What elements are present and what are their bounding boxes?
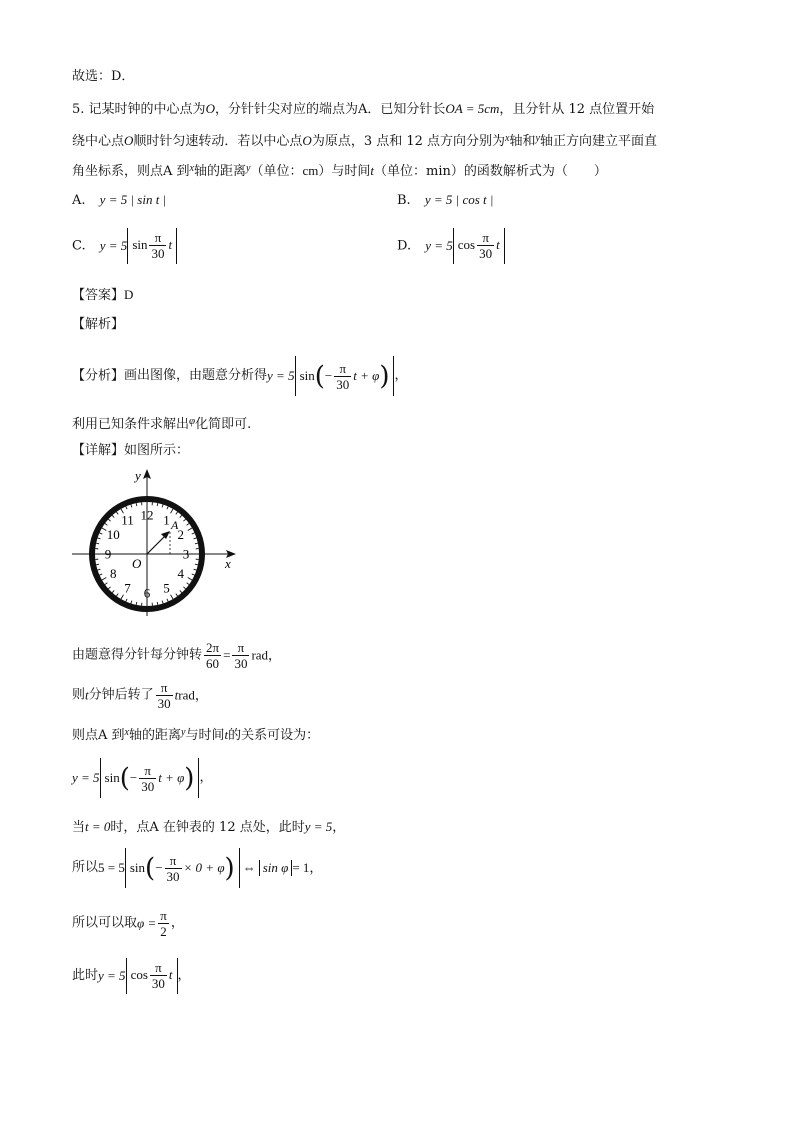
fx-text: 画出图像，由题意分析得 xyxy=(124,368,268,383)
s5-abs2 xyxy=(259,860,293,876)
s3-a: 则点A 到 xyxy=(72,728,125,743)
q1-text-a: 记某时钟的中心点为 xyxy=(88,102,206,117)
clock-tick xyxy=(180,590,182,592)
s5-f: = 1， xyxy=(292,860,323,875)
s7-c: ， xyxy=(177,968,191,983)
clock-tick xyxy=(162,601,163,604)
s3-d: 的关系可设为： xyxy=(228,728,320,743)
oa-length: OA = 5cm xyxy=(445,101,500,116)
point-a-label: A xyxy=(171,518,179,532)
clock-tick xyxy=(171,595,174,599)
unit-cm: cm xyxy=(302,163,319,178)
clock-tick xyxy=(136,503,137,506)
s7-a: 此时 xyxy=(72,968,99,983)
clock-tick xyxy=(99,533,102,534)
thirty: 30 xyxy=(479,246,493,261)
cos: cos xyxy=(130,967,148,982)
option-a-expr: y = 5 | sin t | xyxy=(99,192,167,207)
clock-tick xyxy=(96,543,99,544)
var-x: x xyxy=(124,727,129,738)
option-d-abs xyxy=(453,228,505,264)
previous-answer-line: 故选：D． xyxy=(72,69,135,84)
clock-tick xyxy=(187,523,189,525)
clock-tick xyxy=(136,602,137,605)
t-plus-phi: t + φ xyxy=(353,368,380,383)
step-3 xyxy=(72,724,319,745)
clock-tick xyxy=(157,602,158,605)
var-t: t xyxy=(370,163,374,178)
y-five: y = 5 xyxy=(304,819,333,834)
eq-abs: sin(− $\frac{\pi}{30}$ t + φ) xyxy=(100,758,200,798)
var-x: x xyxy=(505,133,510,144)
option-c-prefix: y = 5 xyxy=(99,238,128,253)
clock-tick xyxy=(112,515,114,517)
clock-number: 3 xyxy=(182,546,190,562)
pi: π xyxy=(149,230,166,246)
thirty: 30 xyxy=(336,377,350,392)
clock-tick xyxy=(112,590,114,592)
s5-b: 5 = 5 xyxy=(98,860,125,875)
option-c-fn: sin xyxy=(132,237,148,252)
step-2 xyxy=(72,680,208,711)
clock-tick xyxy=(176,594,178,596)
var-y: y xyxy=(246,163,251,174)
pi: π xyxy=(139,763,156,779)
pi: π xyxy=(232,640,249,656)
solve-line xyxy=(72,412,251,434)
thirty: 30 xyxy=(234,656,248,671)
thirty: 30 xyxy=(166,869,180,884)
minute-hand-arrow xyxy=(161,531,170,539)
clock-tick xyxy=(102,578,106,581)
q3-text-b: 轴的距离 xyxy=(193,164,246,179)
clock-tick xyxy=(187,583,189,585)
sin: sin xyxy=(129,860,146,875)
pi: π xyxy=(156,680,173,696)
step-1: 由题意得分针每分钟转 $\frac{2\pi}{60}$ = $\frac{\pi}{30}$ rad， xyxy=(72,640,282,671)
clock-number: 6 xyxy=(143,585,151,601)
sixty: 60 xyxy=(206,656,220,671)
detail-text: 如图所示： xyxy=(124,443,190,458)
clock-number: 4 xyxy=(177,566,185,581)
var-t: t xyxy=(496,237,500,252)
clock-tick xyxy=(180,515,182,517)
eq-y5: y = 5 xyxy=(267,368,295,383)
s6-a: 所以可以取 xyxy=(72,915,138,931)
phi: φ xyxy=(189,415,196,427)
answer-tag: 【答案】 xyxy=(72,288,125,303)
left-paren: ( xyxy=(314,361,325,392)
option-d-prefix: y = 5 xyxy=(425,238,453,253)
clock-tick xyxy=(126,506,127,509)
minus: − xyxy=(129,770,138,785)
clock-tick xyxy=(116,594,118,596)
clock-tick xyxy=(162,505,163,508)
comma: ， xyxy=(170,915,184,931)
sin: sin xyxy=(104,770,120,785)
comma: ， xyxy=(199,770,213,785)
var-t: t xyxy=(224,727,229,742)
clock-number: 7 xyxy=(124,580,131,596)
question-number: 5. xyxy=(72,102,85,117)
thirty: 30 xyxy=(141,779,155,794)
pi: π xyxy=(160,908,167,923)
q3-text-a: 角坐标系，则点A 到 xyxy=(72,164,190,179)
clock-tick xyxy=(167,506,168,509)
clock-figure xyxy=(70,466,242,618)
fx-tag: 【分析】 xyxy=(72,368,125,384)
clock-tick xyxy=(131,601,132,604)
var-o: O xyxy=(205,101,215,116)
solve-text: 利用已知条件求解出 xyxy=(72,417,190,432)
clock-number: 1 xyxy=(163,512,170,528)
clock-number: 5 xyxy=(163,580,170,596)
option-c xyxy=(72,228,177,264)
right-paren: ) xyxy=(379,361,390,392)
clock-tick xyxy=(105,583,107,585)
step-4 xyxy=(72,818,345,837)
step-6 xyxy=(72,908,184,939)
q3-text-d: ）与时间 xyxy=(318,164,371,179)
var-x: x xyxy=(189,163,194,174)
var-y: y xyxy=(535,133,540,144)
q1-text-b: ，分针针尖对应的端点为A．已知分针长 xyxy=(214,102,446,117)
detail-line xyxy=(72,442,189,460)
iff-symbol: ⇔ xyxy=(242,860,256,875)
two-pi: 2π xyxy=(206,640,220,655)
s4-a: 当 xyxy=(72,820,86,835)
detail-tag: 【详解】 xyxy=(72,443,125,458)
var-o: O xyxy=(302,133,312,148)
option-b-label: B. xyxy=(397,193,411,208)
s2-a: 则 xyxy=(72,687,86,703)
clock-tick xyxy=(98,538,101,539)
fx-tail: ， xyxy=(394,368,408,383)
var-o: O xyxy=(124,133,134,148)
var-t: t xyxy=(168,967,173,982)
two: 2 xyxy=(160,924,167,939)
solve-tail: 化简即可. xyxy=(195,417,252,432)
x-axis-label: x xyxy=(225,556,231,571)
clock-tick xyxy=(96,564,99,565)
clock-tick xyxy=(167,599,168,602)
clock-tick xyxy=(195,543,198,544)
q3-text-c: （单位： xyxy=(250,164,303,179)
clock-tick xyxy=(176,512,178,514)
q2-text-e: 轴正方向建立平面直 xyxy=(539,134,657,149)
step-7 xyxy=(72,958,191,994)
t-plus-phi: t + φ xyxy=(158,770,185,785)
var-t: t xyxy=(168,237,173,252)
answer-value: D xyxy=(124,287,134,302)
option-c-abs xyxy=(127,228,177,264)
clock-tick xyxy=(194,538,197,539)
q1-text-c: ，且分针从 12 点位置开始 xyxy=(499,102,655,117)
s5-a: 所以 xyxy=(72,860,99,875)
s2-unit: rad， xyxy=(178,687,208,703)
clock-tick xyxy=(192,533,195,534)
thirty: 30 xyxy=(151,246,165,261)
clock-tick xyxy=(171,509,174,513)
analysis-tag: 【解析】 xyxy=(72,317,125,332)
option-d-fn: cos xyxy=(457,237,476,252)
s4-b: 时，点A 在钟表的 12 点处，此时 xyxy=(110,820,305,835)
pi: π xyxy=(150,960,167,976)
clock-tick xyxy=(183,519,185,521)
q2-text-c: 为原点，3 点和 12 点方向分别为 xyxy=(311,134,506,149)
clock-tick xyxy=(183,587,185,589)
s6-b: φ = xyxy=(137,915,157,931)
clock-tick xyxy=(116,512,118,514)
pi: π xyxy=(334,361,351,377)
option-d-label: D. xyxy=(397,238,412,254)
origin-label: O xyxy=(132,556,142,571)
s7-b: y = 5 xyxy=(98,968,126,983)
eq-y5: y = 5 xyxy=(72,770,100,785)
s7-abs xyxy=(126,958,178,994)
s5-abs: sin(− $\frac{\pi}{30}$ × 0 + φ) xyxy=(125,848,240,888)
clock-tick xyxy=(98,569,101,570)
s1-unit: rad， xyxy=(251,647,282,663)
clock-tick xyxy=(108,587,110,589)
assumed-equation xyxy=(72,758,212,798)
q2-text-d: 轴和 xyxy=(509,134,536,149)
question-line-3 xyxy=(72,160,607,181)
clock-tick xyxy=(126,599,127,602)
s1-text: 由题意得分针每分钟转 xyxy=(72,647,203,663)
sin: sin xyxy=(299,368,315,383)
option-c-label: C. xyxy=(72,238,86,254)
clock-tick xyxy=(195,564,198,565)
clock-tick xyxy=(194,569,197,570)
analysis-line xyxy=(72,356,408,396)
thirty: 30 xyxy=(151,976,165,991)
clock-tick xyxy=(188,528,192,531)
clock-tick xyxy=(105,523,107,525)
option-b xyxy=(397,192,493,208)
clock-tick xyxy=(121,595,124,599)
clock-tick xyxy=(108,519,110,521)
pi: π xyxy=(477,230,494,246)
s3-b: 轴的距离 xyxy=(128,728,181,743)
clock-tick xyxy=(157,503,158,506)
option-a-label: A. xyxy=(72,193,86,208)
var-y: y xyxy=(181,727,186,738)
pi: π xyxy=(165,853,182,869)
y-axis-label: y xyxy=(135,468,141,483)
clock-tick xyxy=(99,574,102,575)
clock-number: 2 xyxy=(177,527,185,542)
clock-number: 10 xyxy=(106,527,120,542)
s3-c: 与时间 xyxy=(185,728,225,743)
var-t: t xyxy=(174,687,179,703)
clock-number: 11 xyxy=(121,512,134,528)
clock-tick xyxy=(102,528,106,531)
sin-phi: sin φ xyxy=(262,860,289,875)
s5-c: × 0 + φ xyxy=(183,860,225,875)
clock-tick xyxy=(192,574,195,575)
question-line-1 xyxy=(72,100,654,119)
fx-abs xyxy=(295,356,395,396)
option-b-expr: y = 5 | cos t | xyxy=(424,192,494,207)
t-zero: t = 0 xyxy=(85,819,111,834)
minus: − xyxy=(155,860,163,875)
q2-text-b: 顺时针匀速转动．若以中心点 xyxy=(133,134,303,149)
clock-number: 12 xyxy=(140,507,154,523)
minus: − xyxy=(324,368,333,383)
s2-b: 分钟后转了 xyxy=(88,687,154,703)
question-line-2 xyxy=(72,130,657,151)
clock-tick xyxy=(188,578,192,581)
option-d xyxy=(397,228,505,264)
clock-number: 9 xyxy=(104,546,112,562)
minute-hand xyxy=(147,535,166,554)
s4-c: ， xyxy=(332,820,346,835)
step-5 xyxy=(72,848,322,888)
q2-text-a: 绕中心点 xyxy=(72,134,125,149)
var-t: t xyxy=(85,687,89,703)
option-a xyxy=(72,192,166,208)
q3-text-e: （单位：min）的函数解析式为（ ） xyxy=(374,164,607,179)
answer-line xyxy=(72,286,133,305)
clock-tick xyxy=(131,505,132,508)
clock-number: 8 xyxy=(109,566,117,581)
thirty: 30 xyxy=(157,696,171,711)
